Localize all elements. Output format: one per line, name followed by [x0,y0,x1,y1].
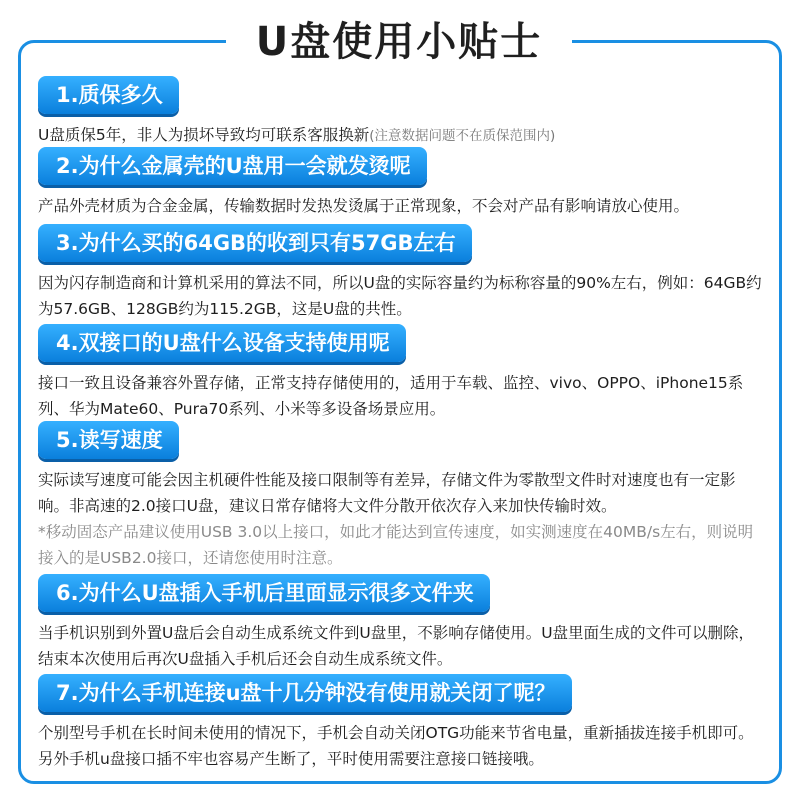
section-body: 接口一致且设备兼容外置存储，正常支持存储使用的，适用于车载、监控、vivo、OPPO、iPhone15系列、华为Mate60、Pura70系列、小米等多设备场景应用。 [38,374,744,418]
section-capacity [38,224,766,322]
section-warranty [38,76,766,149]
section-heading: 4.双接口的U盘什么设备支持使用呢 [38,324,406,362]
section-body: 实际读写速度可能会因主机硬件性能及接口限制等有差异，存储文件为零散型文件时对速度也有一定影响。非高速的2.0接口U盘，建议日常存储将大文件分散开依次存入来加快传输时效。 [38,471,736,515]
section-note: *移动固态产品建议使用USB 3.0以上接口，如此才能达到宣传速度，如实测速度在40MB/s左右，则说明接入的是USB2.0接口，还请您使用时注意。 [38,523,754,567]
section-body: 产品外壳材质为合金金属，传输数据时发热发烫属于正常现象，不会对产品有影响请放心使用。 [38,197,690,215]
section-speed [38,421,766,571]
section-heading: 1.质保多久 [38,76,179,114]
section-body: 因为闪存制造商和计算机采用的算法不同，所以U盘的实际容量约为标称容量的90%左右，例如：64GB约为57.6GB、128GB约为115.2GB，这是U盘的共性。 [38,274,762,318]
section-heading: 6.为什么U盘插入手机后里面显示很多文件夹 [38,574,490,612]
section-body: 当手机识别到外置U盘后会自动生成系统文件到U盘里，不影响存储使用。U盘里面生成的文件可以删除，结束本次使用后再次U盘插入手机后还会自动生成系统文件。 [38,624,755,668]
page-title: U盘使用小贴士 [255,19,543,65]
section-auto-close [38,674,766,772]
section-note: (注意数据问题不在质保范围内) [369,128,556,144]
section-text: U盘质保5年，非人为损坏导致均可联系客服换新 [38,126,370,144]
section-body: 个别型号手机在长时间未使用的情况下，手机会自动关闭OTG功能来节省电量，重新插拔连接手机即可。另外手机u盘接口插不牢也容易产生断了，平时使用需要注意接口链接哦。 [38,724,754,768]
section-phone-folders [38,574,766,672]
section-heading: 3.为什么买的64GB的收到只有57GB左右 [38,224,472,262]
section-heading: 2.为什么金属壳的U盘用一会就发烫呢 [38,147,427,185]
section-heading: 7.为什么手机连接u盘十几分钟没有使用就关闭了呢？ [38,674,572,712]
section-body [38,122,766,149]
section-heading: 5.读写速度 [38,421,179,459]
section-dual-interface [38,324,766,422]
section-metal-heat [38,147,766,219]
